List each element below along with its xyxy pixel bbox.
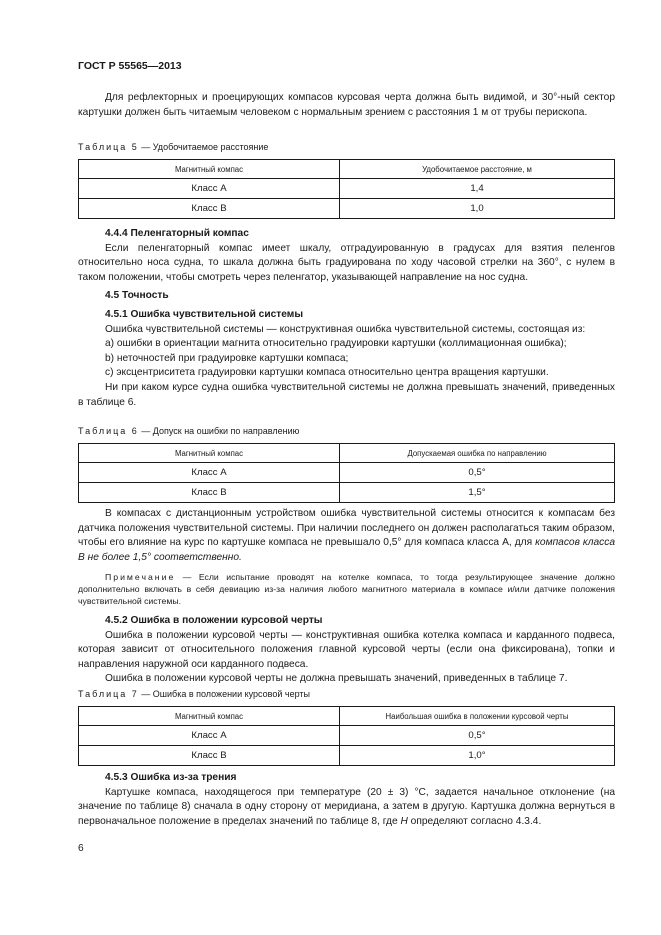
section-4-4-4 <box>78 227 615 285</box>
section-4-5-1-title: 4.5.1 Ошибка чувствительной системы <box>105 309 304 320</box>
standard-header: ГОСТ Р 55565—2013 <box>78 60 182 72</box>
remote-compass-text: В компасах с дистанционным устройством ошибка чувствительной системы относится к компасам без датчика положения чувствительной системы. При наличии последнего он должен располагаться таким образом, чтобы его влияние на курс по картушке компаса не превышало 0,5° для компаса класса А, для <box>78 508 615 549</box>
table7-cell: Класс А <box>79 726 340 746</box>
table6 <box>78 443 615 503</box>
table7-caption-text: — Ошибка в положении курсовой черты <box>138 689 310 699</box>
table-row <box>79 199 615 219</box>
table6-cell: 0,5° <box>340 463 615 483</box>
table6-caption <box>78 425 615 437</box>
table7-caption-label: Таблица 7 <box>78 689 139 699</box>
section-4-5-3-text <box>78 786 615 830</box>
table7-header-compass: Магнитный компас <box>79 707 340 726</box>
table6-cell: 1,5° <box>340 483 615 503</box>
section-4-4-4-title: 4.4.4 Пеленгаторный компас <box>105 228 249 239</box>
table6-header-error: Допускаемая ошибка по направлению <box>340 444 615 463</box>
section-4-5-3-text-after: определяют согласно 4.3.4. <box>407 815 542 827</box>
section-4-4-4-text: Если пеленгаторный компас имеет шкалу, отградуированную в градусах для взятия пеленгов относительно носа судна, то шкала должна быть градуирована по ходу часовой стрелки на 360°, с нулем в таком положении, чтобы смотреть через пеленгатор, указывающей направление на нос судна. <box>78 242 615 283</box>
intro-paragraph-block <box>78 91 615 120</box>
note-text: — Если испытание проводят на котелке компаса, то тогда результирующее значение должно дополнительно включать в себя девиацию из-за наличия любого магнитного материала в компасе и/или датчике положения чувствительной системы. <box>78 572 615 606</box>
table5-caption <box>78 141 615 153</box>
table-row <box>79 483 615 503</box>
table6-header-row <box>79 444 615 463</box>
table5-header-compass: Магнитный компас <box>79 160 340 179</box>
section-4-5-2-title: 4.5.2 Ошибка в положении курсовой черты <box>105 615 323 626</box>
page-number: 6 <box>78 843 84 854</box>
table5 <box>78 159 615 219</box>
table7-block <box>78 688 615 766</box>
table7-cell: 1,0° <box>340 746 615 766</box>
section-4-5-1 <box>78 308 615 410</box>
table6-caption-text: — Допуск на ошибки по направлению <box>138 426 300 436</box>
section-4-5 <box>78 289 615 304</box>
section-4-5-1-after: Ни при каком курсе судна ошибка чувствительной системы не должна превышать значений, приведенных в таблице 6. <box>78 381 615 408</box>
table5-cell: Класс А <box>79 179 340 199</box>
table5-header-distance: Удобочитаемое расстояние, м <box>340 160 615 179</box>
remote-compass-paragraph <box>78 507 615 565</box>
list-item: c) эксцентриситета градуировки картушки компаса относительно центра вращения картушки. <box>105 367 549 379</box>
table7-cell: Класс В <box>79 746 340 766</box>
section-4-5-2-after: Ошибка в положении курсовой черты не должна превышать значений, приведенных в таблице 7. <box>105 673 568 685</box>
section-4-5-title: 4.5 Точность <box>105 290 169 301</box>
table5-caption-text: — Удобочитаемое расстояние <box>138 142 269 152</box>
table6-caption-label: Таблица 6 <box>78 426 139 436</box>
table5-block <box>78 141 615 219</box>
table5-caption-label: Таблица 5 <box>78 142 139 152</box>
table5-cell: 1,4 <box>340 179 615 199</box>
table7-caption <box>78 688 615 700</box>
note-block <box>78 571 615 607</box>
note-paragraph <box>78 571 615 607</box>
remote-compass-italic: компасов класса В не более 1,5° соответственно. <box>78 537 615 563</box>
table6-header-compass: Магнитный компас <box>79 444 340 463</box>
table-row <box>79 746 615 766</box>
table-row <box>79 463 615 483</box>
table-row <box>79 726 615 746</box>
section-4-5-3-italic-h: Н <box>400 815 408 827</box>
table7 <box>78 706 615 766</box>
table5-header-row <box>79 160 615 179</box>
intro-paragraph: Для рефлекторных и проецирующих компасов курсовая черта должна быть видимой, и 30°-ный сектор картушки должен быть читаемым человеком с нормальным зрением с расстояния 1 м от трубы перископа. <box>78 92 615 118</box>
table5-cell: 1,0 <box>340 199 615 219</box>
table6-cell: Класс В <box>79 483 340 503</box>
remote-compass-block <box>78 507 615 565</box>
table6-block <box>78 425 615 503</box>
table5-cell: Класс В <box>79 199 340 219</box>
note-label: Примечание <box>105 572 176 582</box>
list-item: b) неточностей при градуировке картушки компаса; <box>105 352 349 364</box>
table-row <box>79 179 615 199</box>
section-4-5-2-text: Ошибка в положении курсовой черты — конструктивная ошибка котелка компаса и карданного подвеса, которая зависит от относительного положения главной курсовой черты (если она фиксирована), топки и направления наружной оси карданного подвеса. <box>78 629 615 670</box>
list-item: a) ошибки в ориентации магнита относительно градуировки картушки (коллимационная ошибка); <box>105 338 567 350</box>
table6-cell: Класс А <box>79 463 340 483</box>
table7-header-error: Наибольшая ошибка в положении курсовой черты <box>340 707 615 726</box>
section-4-5-3-text-before: Картушке компаса, находящегося при температуре (20 ± 3) °С, задается начальное отклонение (на значение по таблице 8) сначала в одну сторону от меридиана, а затем в другую. Картушка должна вернуться в первоначальное положение в пределах значений по таблице 8, где <box>78 786 615 827</box>
section-4-5-2 <box>78 614 615 687</box>
section-4-5-3 <box>78 771 615 829</box>
section-4-5-1-intro: Ошибка чувствительной системы — конструктивная ошибка чувствительной системы, состоящая из: <box>105 323 586 335</box>
table7-header-row <box>79 707 615 726</box>
section-4-5-3-title: 4.5.3 Ошибка из-за трения <box>105 772 237 783</box>
table7-cell: 0,5° <box>340 726 615 746</box>
